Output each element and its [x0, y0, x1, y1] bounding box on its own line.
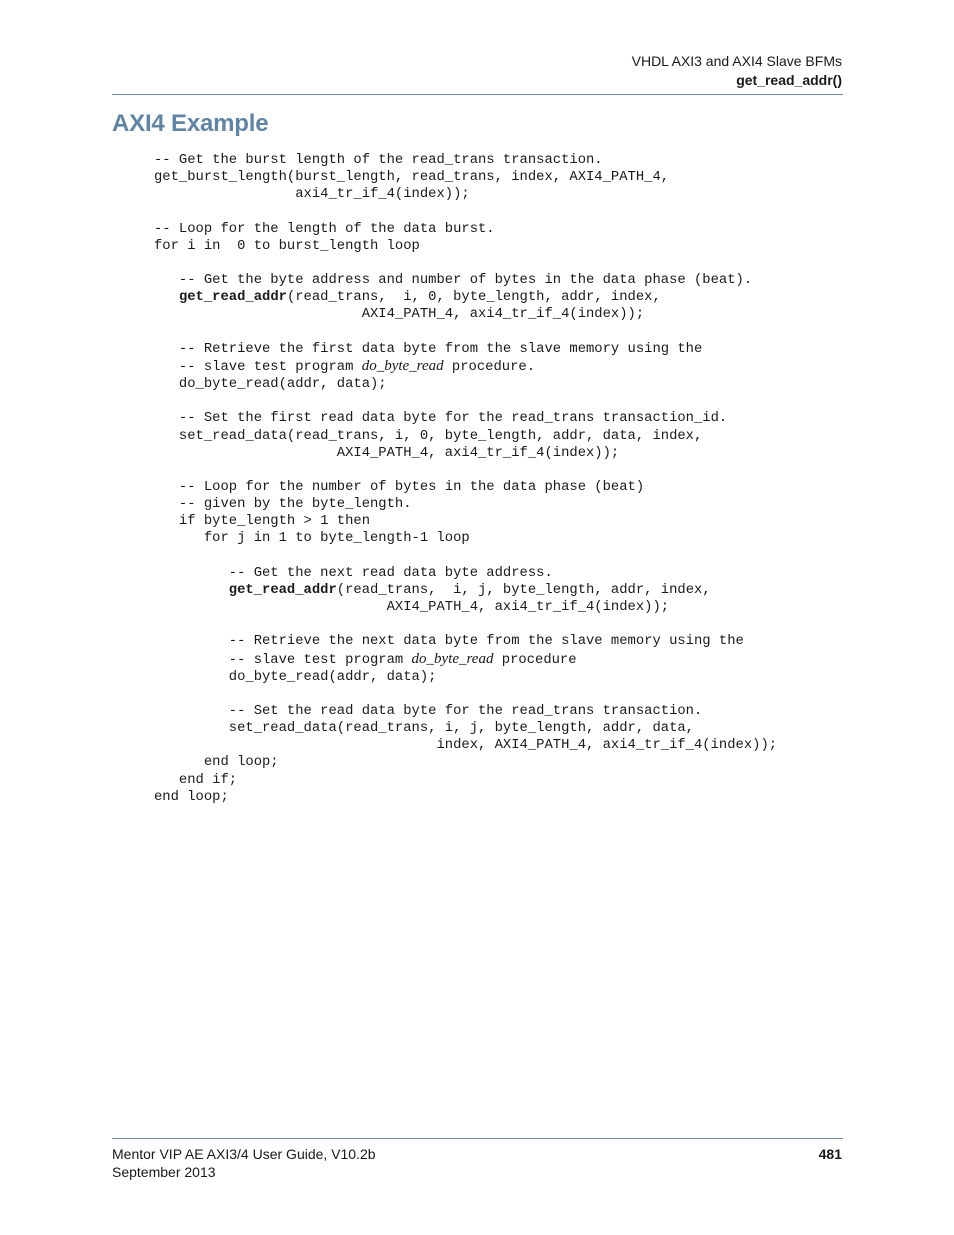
code-line: get_burst_length(burst_length, read_trans, index, AXI4_PATH_4,	[154, 169, 670, 186]
code-line: set_read_data(read_trans, i, j, byte_length, addr, data,	[154, 720, 694, 737]
code-line: -- slave test program	[154, 358, 362, 375]
code-line: do_byte_read(addr, data);	[154, 376, 387, 393]
code-line: -- Retrieve the first data byte from the slave memory using the	[154, 340, 703, 357]
header-section: get_read_addr()	[736, 72, 842, 88]
code-line: set_read_data(read_trans, i, 0, byte_length, addr, data, index,	[154, 427, 703, 444]
code-line: -- Loop for the number of bytes in the data phase (beat)	[154, 478, 645, 495]
code-line: for i in 0 to burst_length loop	[154, 237, 420, 254]
code-line: AXI4_PATH_4, axi4_tr_if_4(index));	[154, 306, 645, 323]
code-listing	[154, 152, 777, 806]
code-line: axi4_tr_if_4(index));	[154, 186, 470, 203]
header-rule	[112, 94, 843, 95]
footer-guide-title: Mentor VIP AE AXI3/4 User Guide, V10.2b	[112, 1146, 376, 1162]
footer-date: September 2013	[112, 1164, 216, 1180]
code-line: (read_trans, i, j, byte_length, addr, index,	[336, 581, 711, 598]
code-line: -- Get the burst length of the read_trans transaction.	[154, 152, 603, 168]
code-line: -- Set the first read data byte for the read_trans transaction_id.	[154, 410, 728, 427]
code-line: end loop;	[154, 788, 229, 805]
code-line: -- Set the read data byte for the read_trans transaction.	[154, 703, 703, 719]
code-line: -- Get the byte address and number of bytes in the data phase (beat).	[154, 272, 753, 289]
page-number: 481	[818, 1146, 842, 1162]
function-name: get_read_addr	[178, 289, 287, 306]
footer-rule	[112, 1138, 843, 1139]
code-line: AXI4_PATH_4, axi4_tr_if_4(index));	[154, 444, 620, 461]
running-header	[632, 52, 842, 90]
function-name: get_read_addr	[228, 581, 337, 598]
procedure-name: do_byte_read	[411, 650, 494, 667]
code-line: if byte_length > 1 then	[154, 513, 370, 530]
code-line: -- Get the next read data byte address.	[154, 564, 553, 581]
code-line: -- slave test program	[154, 651, 412, 668]
code-line: end if;	[154, 771, 238, 788]
code-line: -- Retrieve the next data byte from the slave memory using the	[154, 633, 744, 650]
code-line: -- Loop for the length of the data burst.	[154, 220, 495, 237]
code-line: index, AXI4_PATH_4, axi4_tr_if_4(index));	[154, 737, 778, 754]
code-line: (read_trans, i, 0, byte_length, addr, index,	[286, 289, 661, 306]
header-chapter: VHDL AXI3 and AXI4 Slave BFMs	[631, 53, 842, 69]
code-line: procedure	[493, 651, 577, 668]
code-line: procedure.	[443, 358, 536, 375]
code-line: -- given by the byte_length.	[154, 496, 412, 513]
code-line: AXI4_PATH_4, axi4_tr_if_4(index));	[154, 599, 670, 616]
section-title: AXI4 Example	[112, 110, 269, 137]
code-line: do_byte_read(addr, data);	[154, 668, 437, 685]
code-line: for j in 1 to byte_length-1 loop	[154, 530, 470, 547]
procedure-name: do_byte_read	[361, 357, 444, 374]
footer-info	[112, 1145, 376, 1181]
code-line: end loop;	[154, 754, 279, 771]
